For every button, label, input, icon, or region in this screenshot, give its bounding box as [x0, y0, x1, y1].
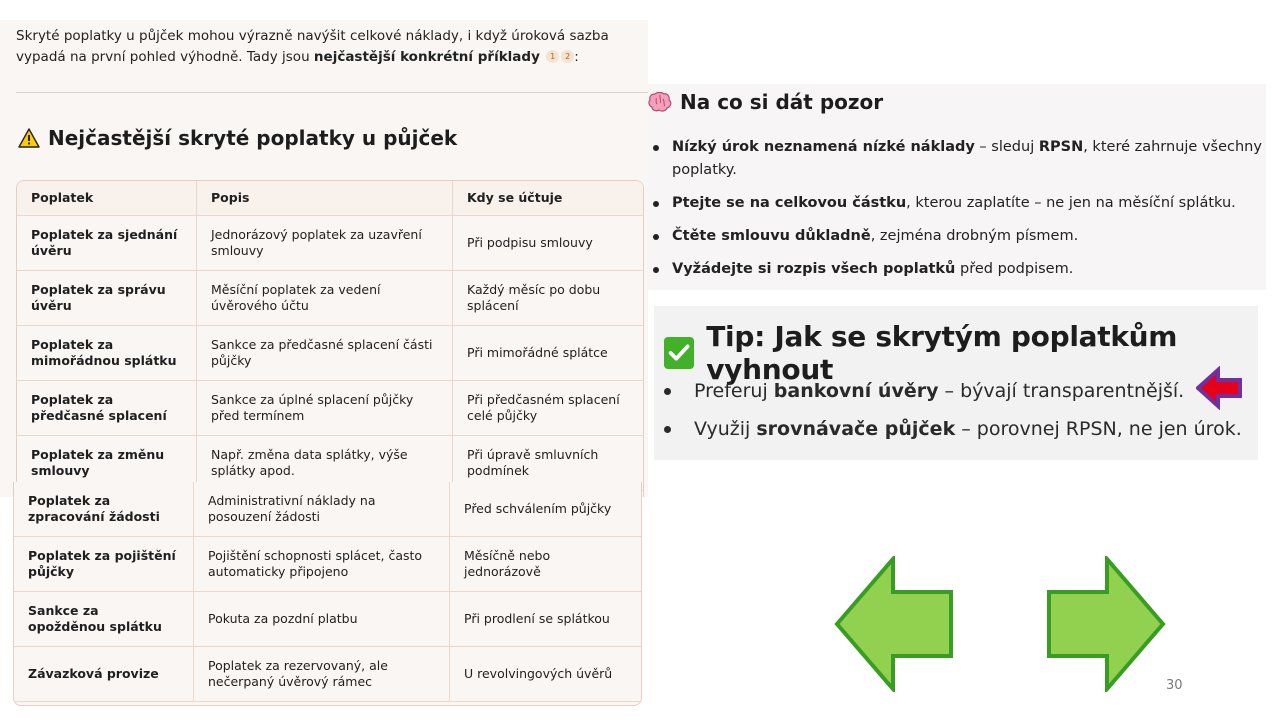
intro-text: Skryté poplatky u půjček mohou výrazně navýšit celkové náklady, i když úroková sazba vypadá na první pohled výhodně. Tady jsou [16, 28, 609, 65]
table-row [17, 381, 643, 436]
fee-desc: Např. změna data splátky, výše splátky apod. [197, 436, 453, 491]
page-number: 30 [1166, 678, 1183, 693]
intro-paragraph [16, 26, 636, 68]
table-row [17, 326, 643, 381]
divider [16, 92, 648, 93]
caution-heading-text: Na co si dát pozor [680, 90, 884, 114]
next-slide-button[interactable] [1046, 556, 1166, 692]
citation-1[interactable]: 1 [546, 50, 559, 63]
fees-table-top [16, 180, 644, 497]
fee-when: Každý měsíc po dobu splácení [453, 271, 643, 326]
pointer-arrow-icon [1196, 366, 1244, 410]
fee-name: Poplatek za správu úvěru [17, 271, 197, 326]
fee-when: Měsíčně nebo jednorázově [450, 537, 641, 592]
item-bold: srovnávače půjček [756, 418, 956, 440]
fee-desc: Administrativní náklady na posouzení žádosti [194, 482, 450, 537]
fee-when: Před schválením půjčky [450, 482, 641, 537]
caution-heading [648, 90, 883, 114]
item-text: před podpisem. [955, 261, 1074, 277]
tip-list [664, 378, 1264, 454]
item-text: , které zahrnuje všechny poplatky. [672, 139, 1262, 178]
fee-name: Sankce za opožděnou splátku [14, 592, 194, 647]
list-item [664, 378, 1264, 404]
col-header-desc: Popis [197, 181, 453, 216]
item-text: Využij [694, 418, 757, 440]
table-header-row [17, 181, 643, 216]
list-item [648, 258, 1273, 281]
item-text: – bývají transparentnější. [938, 380, 1185, 402]
fee-name: Poplatek za pojištění půjčky [14, 537, 194, 592]
fee-when: Při prodlení se splátkou [450, 592, 641, 647]
intro-colon: : [574, 49, 579, 65]
col-header-fee: Poplatek [17, 181, 197, 216]
fees-heading [18, 126, 457, 150]
table-row [17, 216, 643, 271]
item-text: – porovnej RPSN, ne jen úrok. [955, 418, 1242, 440]
table-row [17, 271, 643, 326]
item-bold: RPSN [1038, 139, 1084, 155]
fee-when: Při mimořádné splátce [453, 326, 643, 381]
item-bold: Nízký úrok neznamená nízké náklady [672, 139, 975, 155]
brain-icon [648, 91, 672, 113]
item-text: , zejména drobným písmem. [870, 228, 1079, 244]
tip-heading-text: Tip: Jak se skrytým poplatkům vyhnout [706, 320, 1178, 386]
arrow-left-icon [837, 559, 951, 689]
check-icon [664, 337, 694, 369]
table-row [14, 537, 641, 592]
list-item [648, 192, 1273, 215]
item-bold: Ptejte se na celkovou částku [672, 195, 907, 211]
fee-desc: Poplatek za rezervovaný, ale nečerpaný úvěrový rámec [194, 647, 450, 702]
fees-table-bottom [13, 482, 642, 706]
col-header-when: Kdy se účtuje [453, 181, 643, 216]
table-row [14, 592, 641, 647]
list-item [664, 416, 1264, 442]
fee-desc: Pojištění schopnosti splácet, často automaticky připojeno [194, 537, 450, 592]
table-row [14, 647, 641, 702]
fee-desc: Měsíční poplatek za vedení úvěrového účtu [197, 271, 453, 326]
list-item [648, 136, 1273, 182]
fee-when: Při podpisu smlouvy [453, 216, 643, 271]
fee-name: Poplatek za zpracování žádosti [14, 482, 194, 537]
item-text: , kterou zaplatíte – ne jen na měsíční splátku. [906, 195, 1236, 211]
arrow-right-icon [1049, 559, 1163, 689]
item-text: – sleduj [974, 139, 1039, 155]
warning-icon [18, 128, 40, 148]
fee-when: U revolvingových úvěrů [450, 647, 641, 702]
intro-bold: nejčastější konkrétní příklady [313, 49, 540, 65]
citation-2[interactable]: 2 [561, 50, 574, 63]
caution-list [648, 136, 1273, 291]
list-item [648, 225, 1273, 248]
tip-heading [664, 320, 1280, 386]
fee-desc: Jednorázový poplatek za uzavření smlouvy [197, 216, 453, 271]
fee-desc: Sankce za úplné splacení půjčky před termínem [197, 381, 453, 436]
fee-name: Poplatek za předčasné splacení [17, 381, 197, 436]
fee-desc: Pokuta za pozdní platbu [194, 592, 450, 647]
fee-when: Při předčasném splacení celé půjčky [453, 381, 643, 436]
item-text: Preferuj [694, 380, 774, 402]
fee-name: Závazková provize [14, 647, 194, 702]
fee-desc: Sankce za předčasné splacení části půjčky [197, 326, 453, 381]
fee-when: Při úpravě smluvních podmínek [453, 436, 643, 491]
fee-name: Poplatek za sjednání úvěru [17, 216, 197, 271]
prev-slide-button[interactable] [834, 556, 954, 692]
item-bold: Čtěte smlouvu důkladně [672, 228, 871, 244]
item-bold: Vyžádejte si rozpis všech poplatků [672, 261, 956, 277]
item-bold: bankovní úvěry [773, 380, 939, 402]
fee-name: Poplatek za mimořádnou splátku [17, 326, 197, 381]
table-row [14, 482, 641, 537]
fee-name: Poplatek za změnu smlouvy [17, 436, 197, 491]
fees-heading-text: Nejčastější skryté poplatky u půjček [48, 126, 458, 150]
